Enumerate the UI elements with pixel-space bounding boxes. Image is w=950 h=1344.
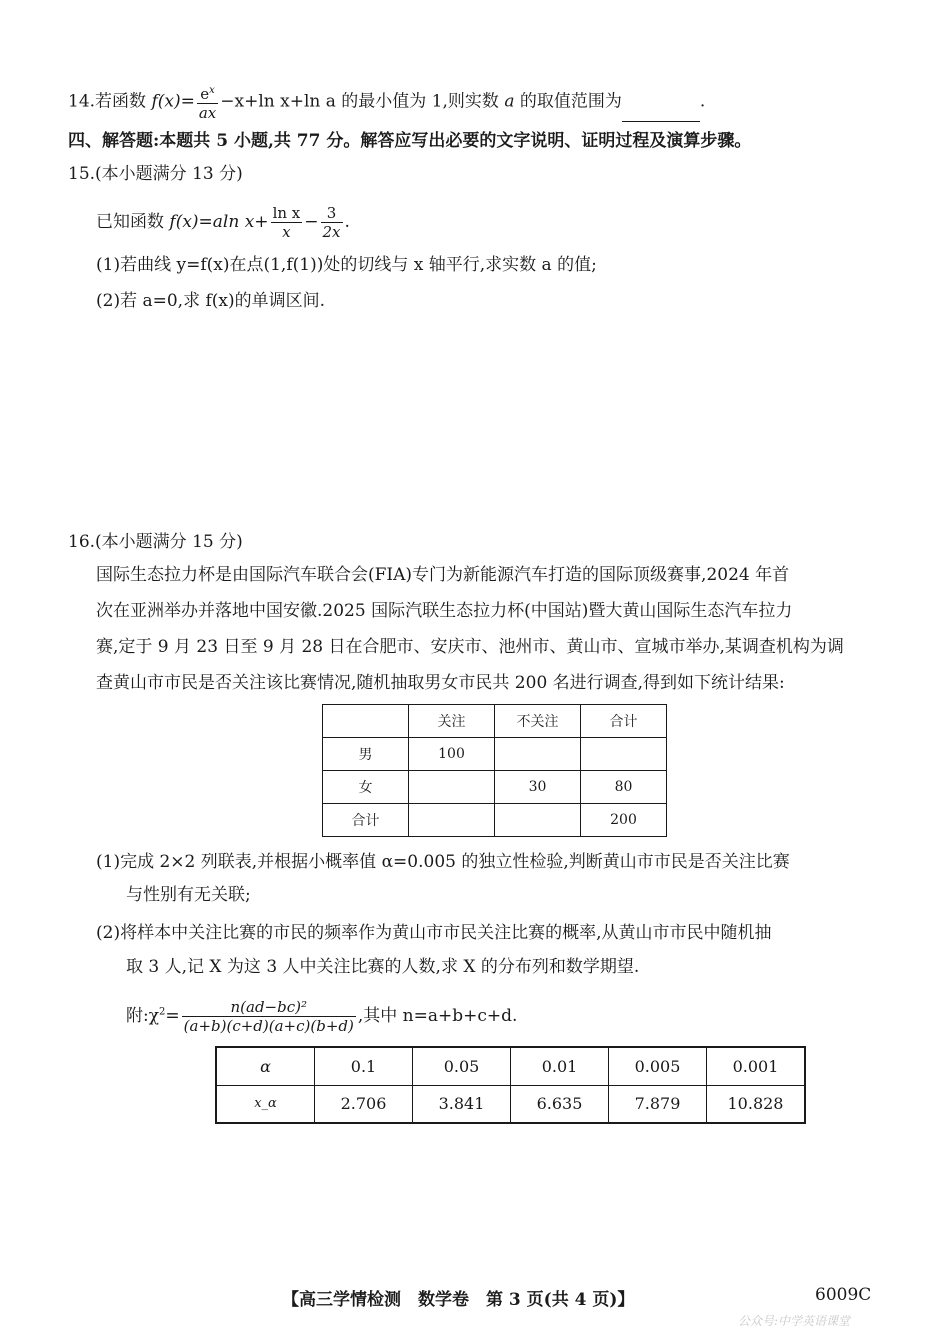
- q15-part-2: (2)若 a=0,求 f(x)的单调区间.: [96, 291, 326, 311]
- q14-fraction: $\frac{e^x}{ax}$: [197, 82, 218, 122]
- q16-part-1-cont: 与性别有无关联;: [126, 885, 251, 905]
- q14-text: 若函数: [95, 91, 147, 112]
- question-number: 14.: [68, 91, 96, 112]
- q16-paragraph-line: 赛,定于 9 月 23 日至 9 月 28 日在合肥市、安庆市、池州市、黄山市、宣城市举办,某调查机构为调: [96, 637, 844, 657]
- contingency-table: 关注 不关注 合计 男 100 女 30 80 合计 200: [322, 704, 667, 837]
- q16-paragraph-line: 国际生态拉力杯是由国际汽车联合会(FIA)专门为新能源汽车打造的国际顶级赛事,2024 年首: [96, 565, 790, 585]
- answer-blank[interactable]: [622, 103, 700, 122]
- q14-function: f(x)=: [151, 91, 195, 112]
- q15-part-1: (1)若曲线 y=f(x)在点(1,f(1))处的切线与 x 轴平行,求实数 a 的值;: [96, 255, 597, 275]
- critical-value-table: [215, 1046, 806, 1124]
- table-row: x_α 2.706 3.841 6.635 7.879 10.828: [216, 1085, 805, 1123]
- q16-paragraph-line: 查黄山市市民是否关注该比赛情况,随机抽取男女市民共 200 名进行调查,得到如下统计结果:: [96, 673, 785, 693]
- table-row: 合计 200: [323, 804, 667, 837]
- page-footer: 【高三学情检测 数学卷 第 3 页(共 4 页)】: [282, 1290, 635, 1310]
- q16-part-1: (1)完成 2×2 列联表,并根据小概率值 α=0.005 的独立性检验,判断黄山市市民是否关注比赛: [96, 852, 790, 872]
- q15-fraction-2: $\frac{3}{2x}$: [322, 204, 341, 241]
- q15-given: 已知函数 f(x)=aln x+ $\frac{\text{ln x}}{x}$ − $\frac{3}{2x}$ .: [96, 204, 350, 241]
- table-row: 男 100: [323, 738, 667, 771]
- q16-part-2: (2)将样本中关注比赛的市民的频率作为黄山市市民关注比赛的概率,从黄山市市民中随机抽: [96, 923, 772, 943]
- section-title: 四、解答题:本题共 5 小题,共 77 分。解答应写出必要的文字说明、证明过程及演算步骤。: [68, 131, 752, 151]
- paper-code: 6009C: [815, 1285, 872, 1305]
- question-16-header: 16.(本小题满分 15 分): [68, 532, 243, 552]
- chi-square-fraction: $\frac{\text{n(ad−bc)²}}{(a+b)(c+d)(a+c)(b+d)}$: [183, 998, 354, 1035]
- question-15-header: 15.(本小题满分 13 分): [68, 164, 243, 184]
- watermark: 公众号:中学英语课堂: [738, 1314, 851, 1328]
- table-row: 女 30 80: [323, 771, 667, 804]
- question-14: 14.若函数 f(x)= $\frac{e^x}{ax}$ −x+ln x+ln a 的最小值为 1,则实数 a 的取值范围为 .: [68, 82, 705, 122]
- q16-part-2-cont: 取 3 人,记 X 为这 3 人中关注比赛的人数,求 X 的分布列和数学期望.: [126, 957, 640, 977]
- appendix-formula: 附$:\chi^2=$ $\frac{\text{n(ad−bc)²}}{(a+b)(c+d)(a+c)(b+d)}$ ,其中 n=a+b+c+d.: [126, 998, 518, 1035]
- q15-fraction-1: $\frac{\text{ln x}}{x}$: [272, 204, 301, 241]
- q14-text: −x+ln x+ln a 的最小值为 1,则实数: [220, 91, 499, 112]
- table-row: α 0.1 0.05 0.01 0.005 0.001: [216, 1047, 805, 1085]
- q16-paragraph-line: 次在亚洲举办并落地中国安徽.2025 国际汽联生态拉力杯(中国站)暨大黄山国际生态汽车拉力: [96, 601, 793, 621]
